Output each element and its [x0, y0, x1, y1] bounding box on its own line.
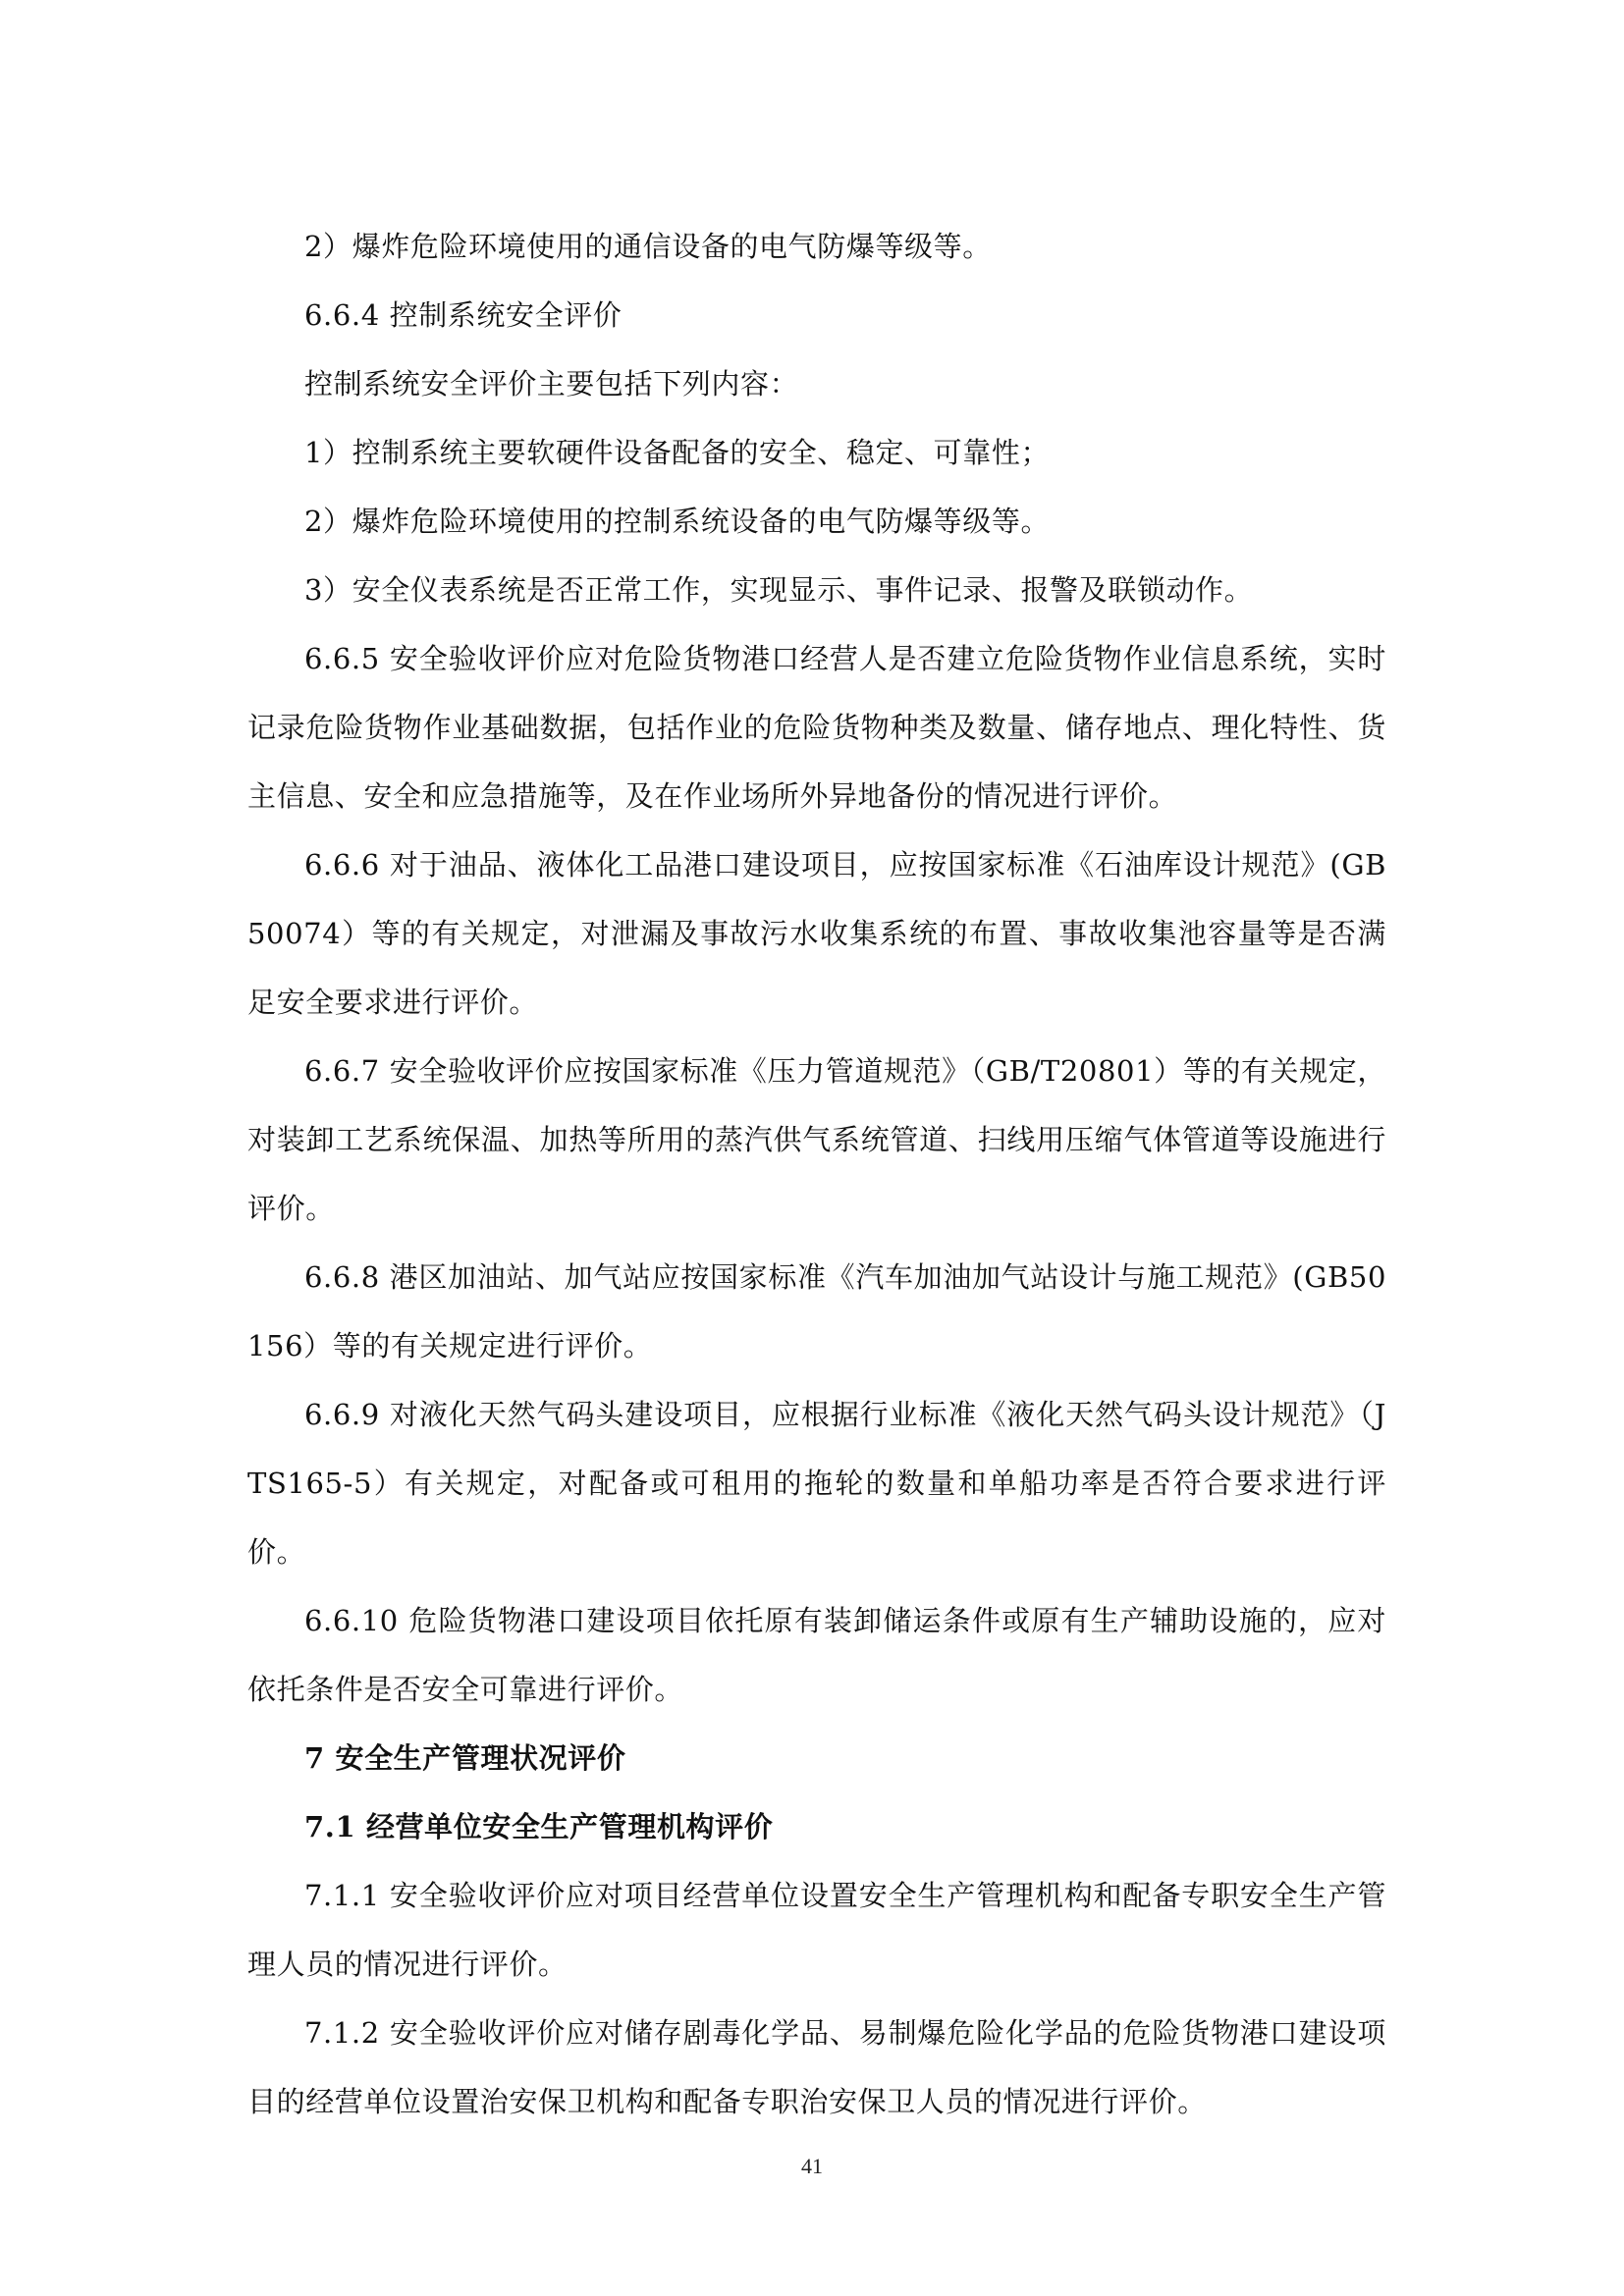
paragraph-6-6-10: 6.6.10 危险货物港口建设项目依托原有装卸储运条件或原有生产辅助设施的，应对依托条件是否安全可靠进行评价。 [247, 1604, 1386, 1706]
paragraph-6-6-6: 6.6.6 对于油品、液体化工品港口建设项目，应按国家标准《石油库设计规范》(GB50074）等的有关规定，对泄漏及事故污水收集系统的布置、事故收集池容量等是否满足安全要求进行评价。 [247, 848, 1386, 1019]
section-heading-6-6-4: 6.6.4 控制系统安全评价 [304, 298, 623, 332]
paragraph-6-6-9: 6.6.9 对液化天然气码头建设项目，应根据行业标准《液化天然气码头设计规范》（JTS165-5）有关规定，对配备或可租用的拖轮的数量和单船功率是否符合要求进行评价。 [247, 1398, 1386, 1569]
chapter-heading-7: 7 安全生产管理状况评价 [304, 1741, 626, 1775]
paragraph-control-intro: 控制系统安全评价主要包括下列内容： [304, 367, 799, 400]
paragraph-6-6-7: 6.6.7 安全验收评价应按国家标准《压力管道规范》（GB/T20801）等的有关规定，对装卸工艺系统保温、加热等所用的蒸汽供气系统管道、扫线用压缩气体管道等设施进行评价。 [247, 1054, 1386, 1225]
section-heading-7-1: 7.1 经营单位安全生产管理机构评价 [304, 1810, 774, 1843]
document-body [247, 212, 1386, 2136]
paragraph-7-1-2: 7.1.2 安全验收评价应对储存剧毒化学品、易制爆危险化学品的危险货物港口建设项目的经营单位设置治安保卫机构和配备专职治安保卫人员的情况进行评价。 [247, 2016, 1386, 2118]
paragraph-6-6-5: 6.6.5 安全验收评价应对危险货物港口经营人是否建立危险货物作业信息系统，实时记录危险货物作业基础数据，包括作业的危险货物种类及数量、储存地点、理化特性、货主信息、安全和应急措施等，及在作业场所外异地备份的情况进行评价。 [247, 642, 1386, 813]
paragraph-comm-explosion-grade: 2）爆炸危险环境使用的通信设备的电气防爆等级等。 [304, 230, 992, 263]
list-item-control-3: 3）安全仪表系统是否正常工作，实现显示、事件记录、报警及联锁动作。 [304, 573, 1254, 607]
paragraph-6-6-8: 6.6.8 港区加油站、加气站应按国家标准《汽车加油加气站设计与施工规范》(GB50156）等的有关规定进行评价。 [247, 1260, 1386, 1362]
paragraph-7-1-1: 7.1.1 安全验收评价应对项目经营单位设置安全生产管理机构和配备专职安全生产管理人员的情况进行评价。 [247, 1879, 1386, 1981]
list-item-control-1: 1）控制系统主要软硬件设备配备的安全、稳定、可靠性； [304, 436, 1051, 469]
list-item-control-2: 2）爆炸危险环境使用的控制系统设备的电气防爆等级等。 [304, 505, 1051, 538]
page-number: 41 [801, 2154, 823, 2178]
